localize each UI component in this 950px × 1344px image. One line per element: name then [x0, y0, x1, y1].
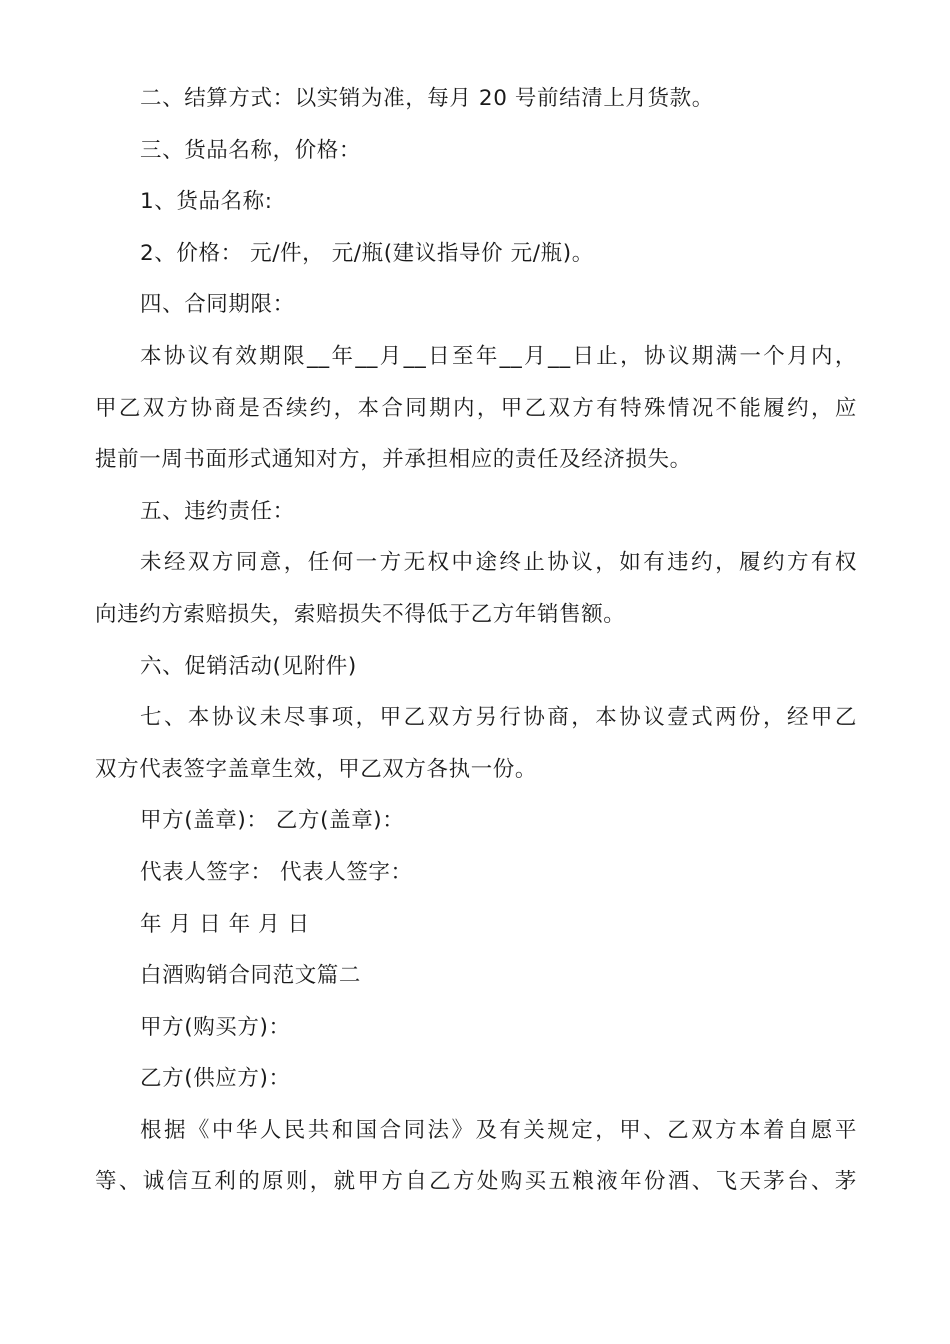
misc-paragraph-line-1: 七、本协议未尽事项，甲乙双方另行协商，本协议壹式两份，经甲乙 — [140, 705, 857, 731]
breach-paragraph-line-1: 未经双方同意，任何一方无权中途终止协议，如有违约，履约方有权 — [140, 550, 857, 576]
date-line: 年 月 日 年 月 日 — [140, 911, 310, 937]
preamble-line-2: 等、诚信互利的原则，就甲方自乙方处购买五粮液年份酒、飞天茅台、茅 — [95, 1169, 857, 1195]
misc-paragraph-line-2: 双方代表签字盖章生效，甲乙双方各执一份。 — [95, 756, 538, 782]
term-paragraph-line-2: 甲乙双方协商是否续约，本合同期内，甲乙双方有特殊情况不能履约，应 — [95, 395, 857, 421]
goods-price-line: 2、价格： 元/件， 元/瓶(建议指导价 元/瓶)。 — [140, 240, 594, 266]
clause-settlement: 二、结算方式：以实销为准，每月 20 号前结清上月货款。 — [140, 86, 714, 111]
signature-line: 代表人签字： 代表人签字： — [140, 859, 413, 885]
term-paragraph-line-1: 本协议有效期限__年__月__日至年__月__日止，协议期满一个月内， — [140, 343, 857, 369]
party-a-line: 甲方(购买方)： — [140, 1014, 291, 1040]
document-body — [95, 73, 857, 1208]
section-title: 白酒购销合同范文篇二 — [140, 963, 362, 989]
clause-promotion: 六、促销活动(见附件) — [140, 653, 357, 679]
clause-breach-heading: 五、违约责任： — [140, 498, 295, 524]
party-b-line: 乙方(供应方)： — [140, 1066, 291, 1092]
goods-name-line: 1、货品名称: — [140, 189, 273, 215]
preamble-line-1: 根据《中华人民共和国合同法》及有关规定，甲、乙双方本着自愿平 — [140, 1117, 857, 1143]
seal-line: 甲方(盖章)： 乙方(盖章)： — [140, 808, 405, 834]
clause-goods-heading: 三、货品名称，价格： — [140, 137, 362, 163]
term-paragraph-line-3: 提前一周书面形式通知对方，并承担相应的责任及经济损失。 — [95, 447, 692, 473]
clause-term-heading: 四、合同期限： — [140, 292, 295, 318]
breach-paragraph-line-2: 向违约方索赔损失，索赔损失不得低于乙方年销售额。 — [95, 601, 626, 627]
